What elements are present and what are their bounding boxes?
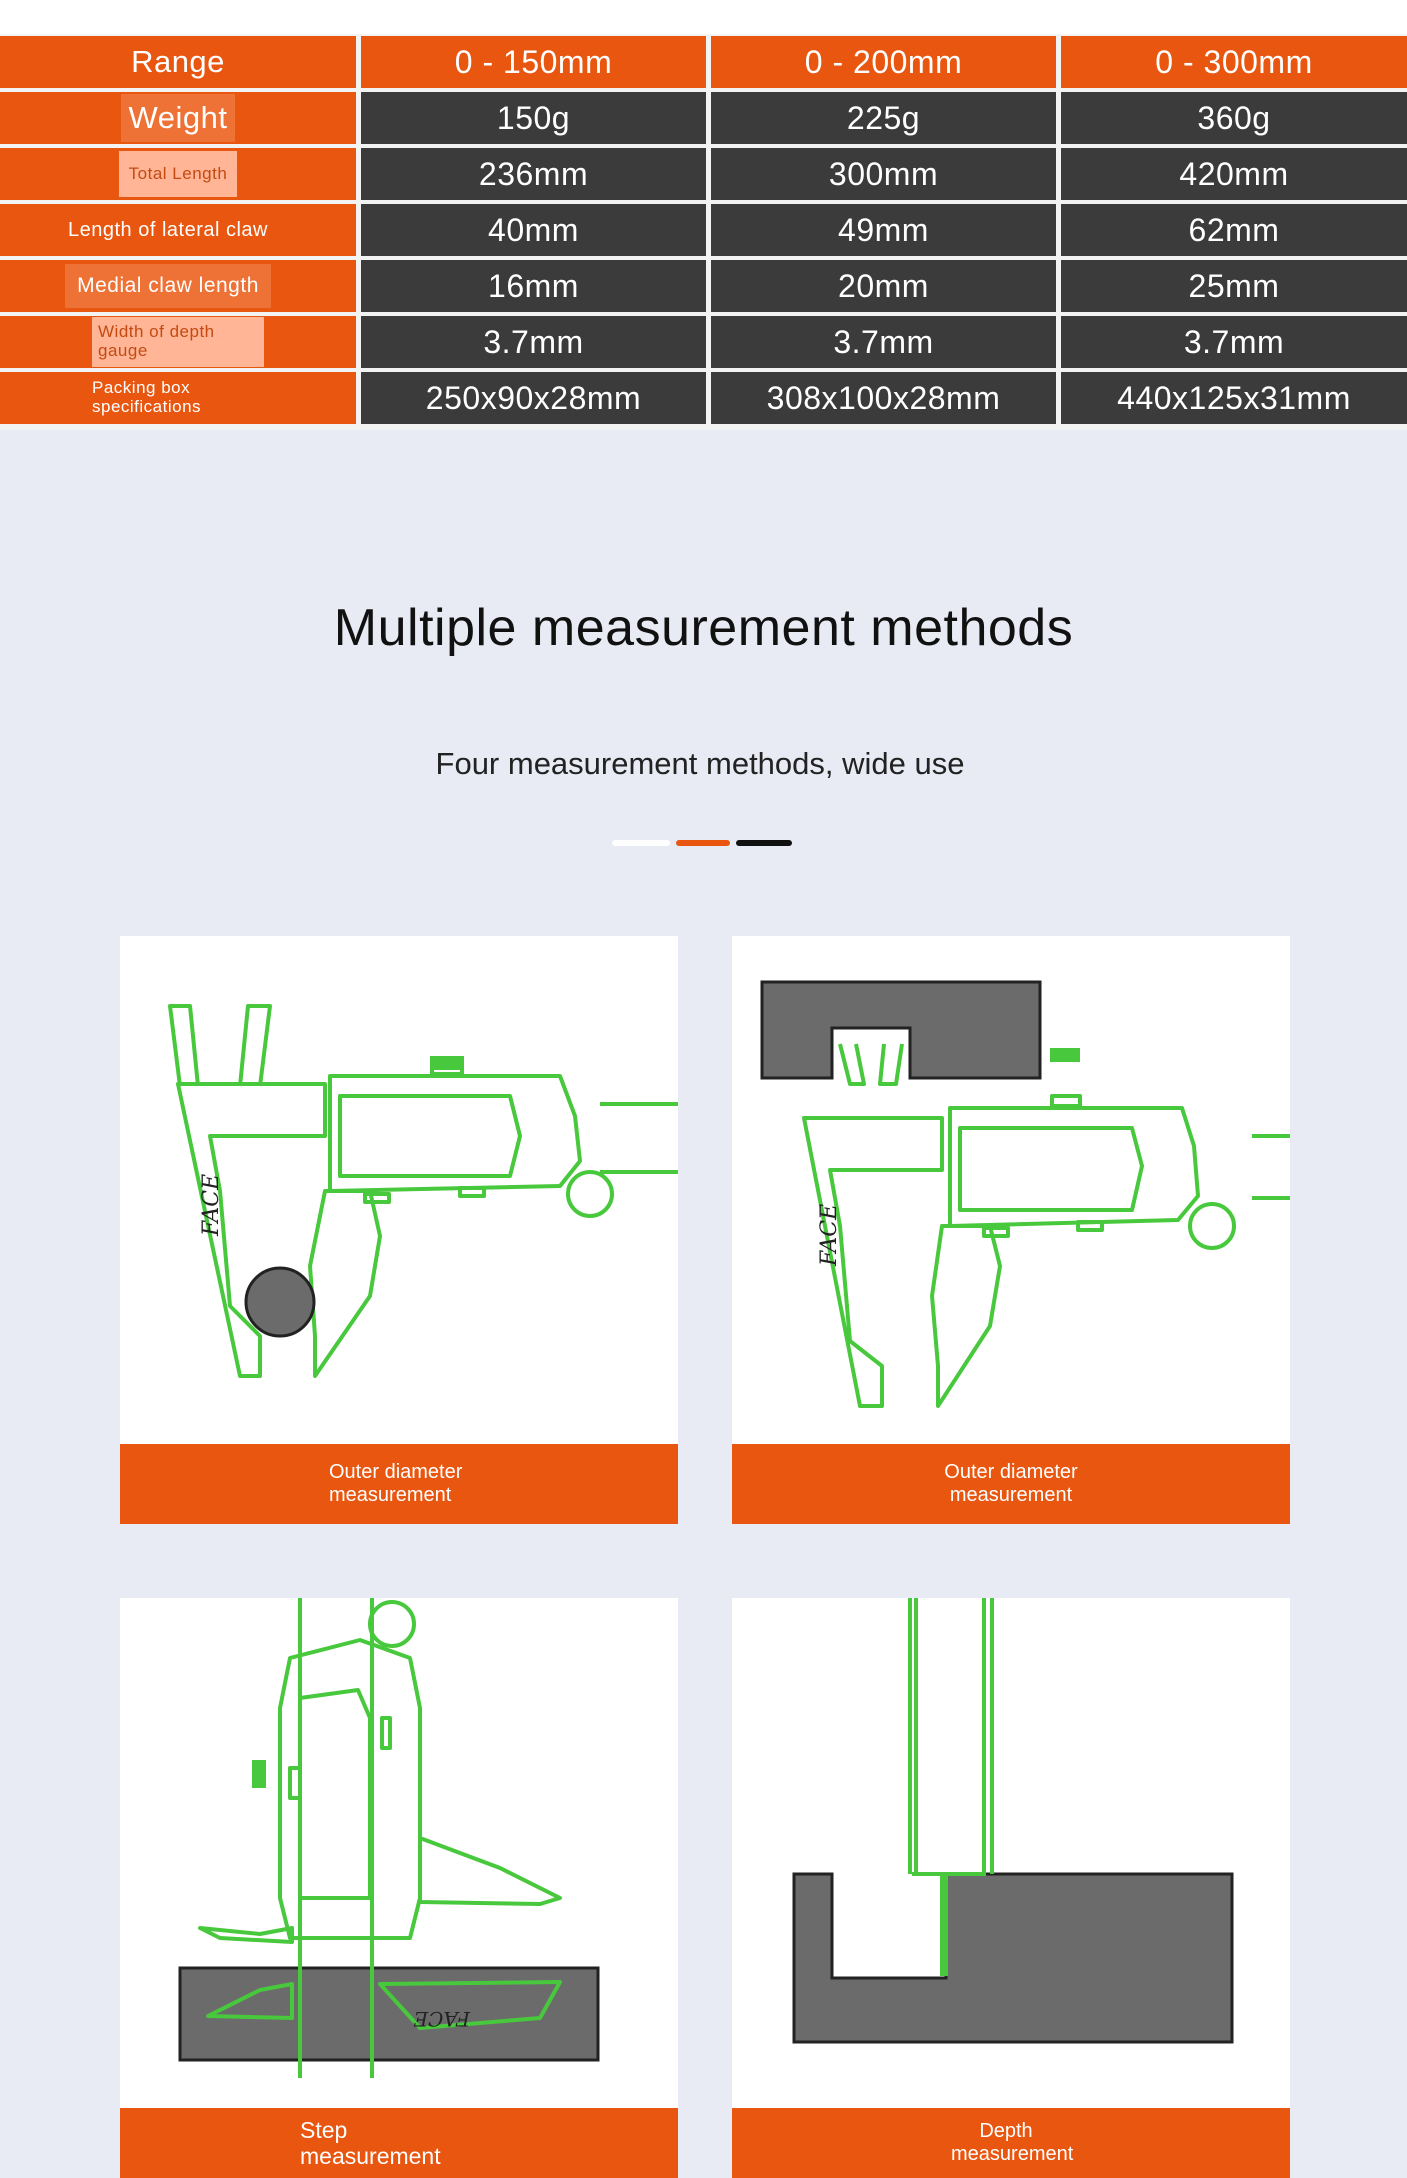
lateral-claw-label: Length of lateral claw (67, 218, 268, 241)
thumb-wheel (430, 1056, 464, 1070)
caption-outer-diameter-2 (732, 1444, 1290, 1524)
depth-workpiece (794, 1874, 1232, 2042)
weight-150: 150g (361, 92, 706, 144)
svg-text:FACE: FACE (413, 2007, 470, 2031)
spec-row-lateral-claw (0, 204, 1407, 256)
card-depth (732, 1598, 1290, 2178)
thumb-wheel (1050, 1048, 1080, 1062)
lateral-claw-300: 62mm (1061, 204, 1407, 256)
total-length-label-cell (0, 148, 356, 200)
weight-label: Weight (121, 94, 236, 142)
caption-depth (732, 2108, 1290, 2178)
medial-claw-150: 16mm (361, 260, 706, 312)
total-length-300: 420mm (1061, 148, 1407, 200)
range-150-header: 0 - 150mm (361, 36, 706, 88)
card-outer-diameter-2 (732, 936, 1290, 1524)
medial-claw-label-cell (0, 260, 356, 312)
depth-gauge-150: 3.7mm (361, 316, 706, 368)
weight-label-cell (0, 92, 356, 144)
medial-claw-300: 25mm (1061, 260, 1407, 312)
packing-box-150: 250x90x28mm (361, 372, 706, 424)
depth-gauge-300: 3.7mm (1061, 316, 1407, 368)
spec-header-row (0, 36, 1407, 88)
medial-claw-200: 20mm (711, 260, 1056, 312)
packing-box-label-cell (0, 372, 356, 424)
caliper-outer-diameter-illustration (120, 936, 678, 1446)
divider-black (736, 840, 792, 846)
weight-300: 360g (1061, 92, 1407, 144)
caliper-step-illustration (120, 1598, 678, 2108)
card-outer-diameter-1 (120, 936, 678, 1524)
lateral-claw-200: 49mm (711, 204, 1056, 256)
range-200-header: 0 - 200mm (711, 36, 1056, 88)
divider-white (612, 840, 670, 846)
caption-step-text: Step measurement (300, 2116, 441, 2169)
caption-outer-diameter-1 (120, 1444, 678, 1524)
round-workpiece (246, 1268, 314, 1336)
caliper-depth-illustration (732, 1598, 1290, 2108)
total-length-label: Total Length (119, 151, 238, 198)
spec-row-medial-claw (0, 260, 1407, 312)
caliper-inner-diameter-illustration (732, 936, 1290, 1446)
caption-outer-diameter-1-text: Outer diameter measurement (329, 1461, 463, 1506)
weight-200: 225g (711, 92, 1056, 144)
depth-gauge-200: 3.7mm (711, 316, 1056, 368)
total-length-200: 300mm (711, 148, 1056, 200)
spec-row-weight (0, 92, 1407, 144)
packing-box-label: Packing box specifications (92, 378, 202, 416)
spec-table (0, 34, 1407, 430)
caption-depth-text: Depth measurement (951, 2120, 1074, 2165)
lateral-claw-label-cell (0, 204, 356, 256)
top-strip (0, 0, 1407, 34)
depth-gauge-rod (940, 1876, 948, 1976)
range-header: Range (0, 36, 356, 88)
section-title: Multiple measurement methods (333, 599, 1074, 657)
packing-box-300: 440x125x31mm (1061, 372, 1407, 424)
total-length-150: 236mm (361, 148, 706, 200)
thumb-wheel (252, 1760, 266, 1788)
lateral-claw-150: 40mm (361, 204, 706, 256)
medial-claw-label: Medial claw length (65, 264, 271, 308)
svg-text:FACE: FACE (817, 1203, 842, 1266)
caption-step (120, 2108, 678, 2178)
spec-row-total-length (0, 148, 1407, 200)
section-subtitle: Four measurement methods, wide use (435, 746, 965, 781)
spec-row-packing-box (0, 372, 1407, 424)
spec-row-depth-gauge (0, 316, 1407, 368)
range-300-header: 0 - 300mm (1061, 36, 1407, 88)
packing-box-200: 308x100x28mm (711, 372, 1056, 424)
card-step (120, 1598, 678, 2178)
divider-orange (676, 840, 730, 846)
depth-gauge-label: Width of depth gauge (92, 317, 264, 366)
depth-gauge-label-cell (0, 316, 356, 368)
svg-text:FACE: FACE (199, 1173, 224, 1236)
caption-outer-diameter-2-text: Outer diameter measurement (944, 1461, 1078, 1506)
